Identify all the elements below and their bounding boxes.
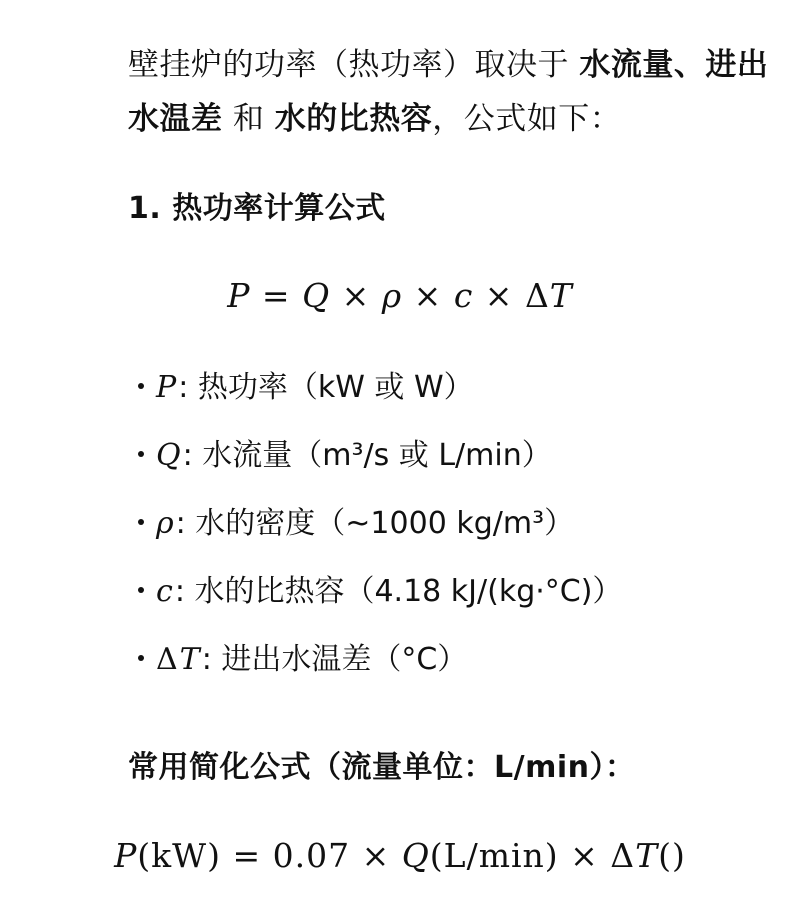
variable-list — [128, 362, 622, 702]
variable-symbol: Q — [156, 438, 181, 473]
list-item — [128, 498, 622, 566]
list-item — [128, 566, 622, 634]
formula-q: Q — [302, 276, 331, 315]
bullet-icon — [138, 587, 144, 593]
variable-colon: : — [174, 574, 185, 609]
variable-description: 热功率（kW 或 W） — [197, 370, 474, 405]
intro-bold-2: 水的比热容 — [274, 101, 433, 137]
intro-text-3: ，公式如下： — [432, 101, 622, 137]
variable-symbol: T — [179, 642, 200, 677]
intro-bold-1: 水流量、进出水温差 — [128, 47, 769, 137]
intro-text-2: 和 — [222, 101, 275, 137]
list-item — [128, 634, 622, 702]
simplified-p: P — [114, 836, 138, 875]
variable-colon: : — [182, 438, 193, 473]
variable-symbol: c — [156, 574, 173, 609]
variable-description: 水的密度（~1000 kg/m³） — [195, 506, 575, 541]
simplified-flow-unit: (L/min) — [429, 836, 559, 875]
power-formula — [0, 276, 800, 315]
variable-symbol-prefix: Δ — [156, 642, 178, 677]
formula-times-1: × — [330, 276, 382, 315]
bullet-icon — [138, 519, 144, 525]
simplified-times: × Δ — [558, 836, 636, 875]
simplified-tail: () — [658, 836, 686, 875]
simplified-equals: = 0.07 × — [220, 836, 402, 875]
intro-text-1: 壁挂炉的功率（热功率）取决于 — [128, 47, 580, 83]
formula-p: P — [227, 276, 251, 315]
list-item — [128, 430, 622, 498]
formula-c: c — [453, 276, 474, 315]
simplified-formula — [0, 836, 800, 875]
bullet-icon — [138, 383, 144, 389]
formula-times-3: × — [473, 276, 525, 315]
variable-symbol: P — [156, 370, 177, 405]
section-heading-1: 1. 热功率计算公式 — [128, 191, 386, 226]
variable-colon: : — [201, 642, 212, 677]
list-item — [128, 362, 622, 430]
variable-colon: : — [178, 370, 189, 405]
simplified-t: T — [635, 836, 659, 875]
formula-delta: Δ — [524, 276, 550, 315]
formula-rho: ρ — [381, 276, 403, 315]
bullet-icon — [138, 655, 144, 661]
variable-description: 水流量（m³/s 或 L/min） — [202, 438, 552, 473]
variable-description: 水的比热容（4.18 kJ/(kg·°C)） — [194, 574, 623, 609]
variable-symbol: ρ — [156, 506, 174, 541]
simplified-q: Q — [401, 836, 430, 875]
formula-equals: = — [250, 276, 303, 315]
variable-description: 进出水温差（°C） — [221, 642, 468, 677]
intro-paragraph — [128, 38, 778, 146]
simplified-unit: (kW) — [137, 836, 221, 875]
section-heading-2: 常用简化公式（流量单位：L/min）： — [128, 750, 636, 785]
formula-times-2: × — [402, 276, 454, 315]
bullet-icon — [138, 451, 144, 457]
formula-t: T — [549, 276, 573, 315]
variable-colon: : — [175, 506, 186, 541]
